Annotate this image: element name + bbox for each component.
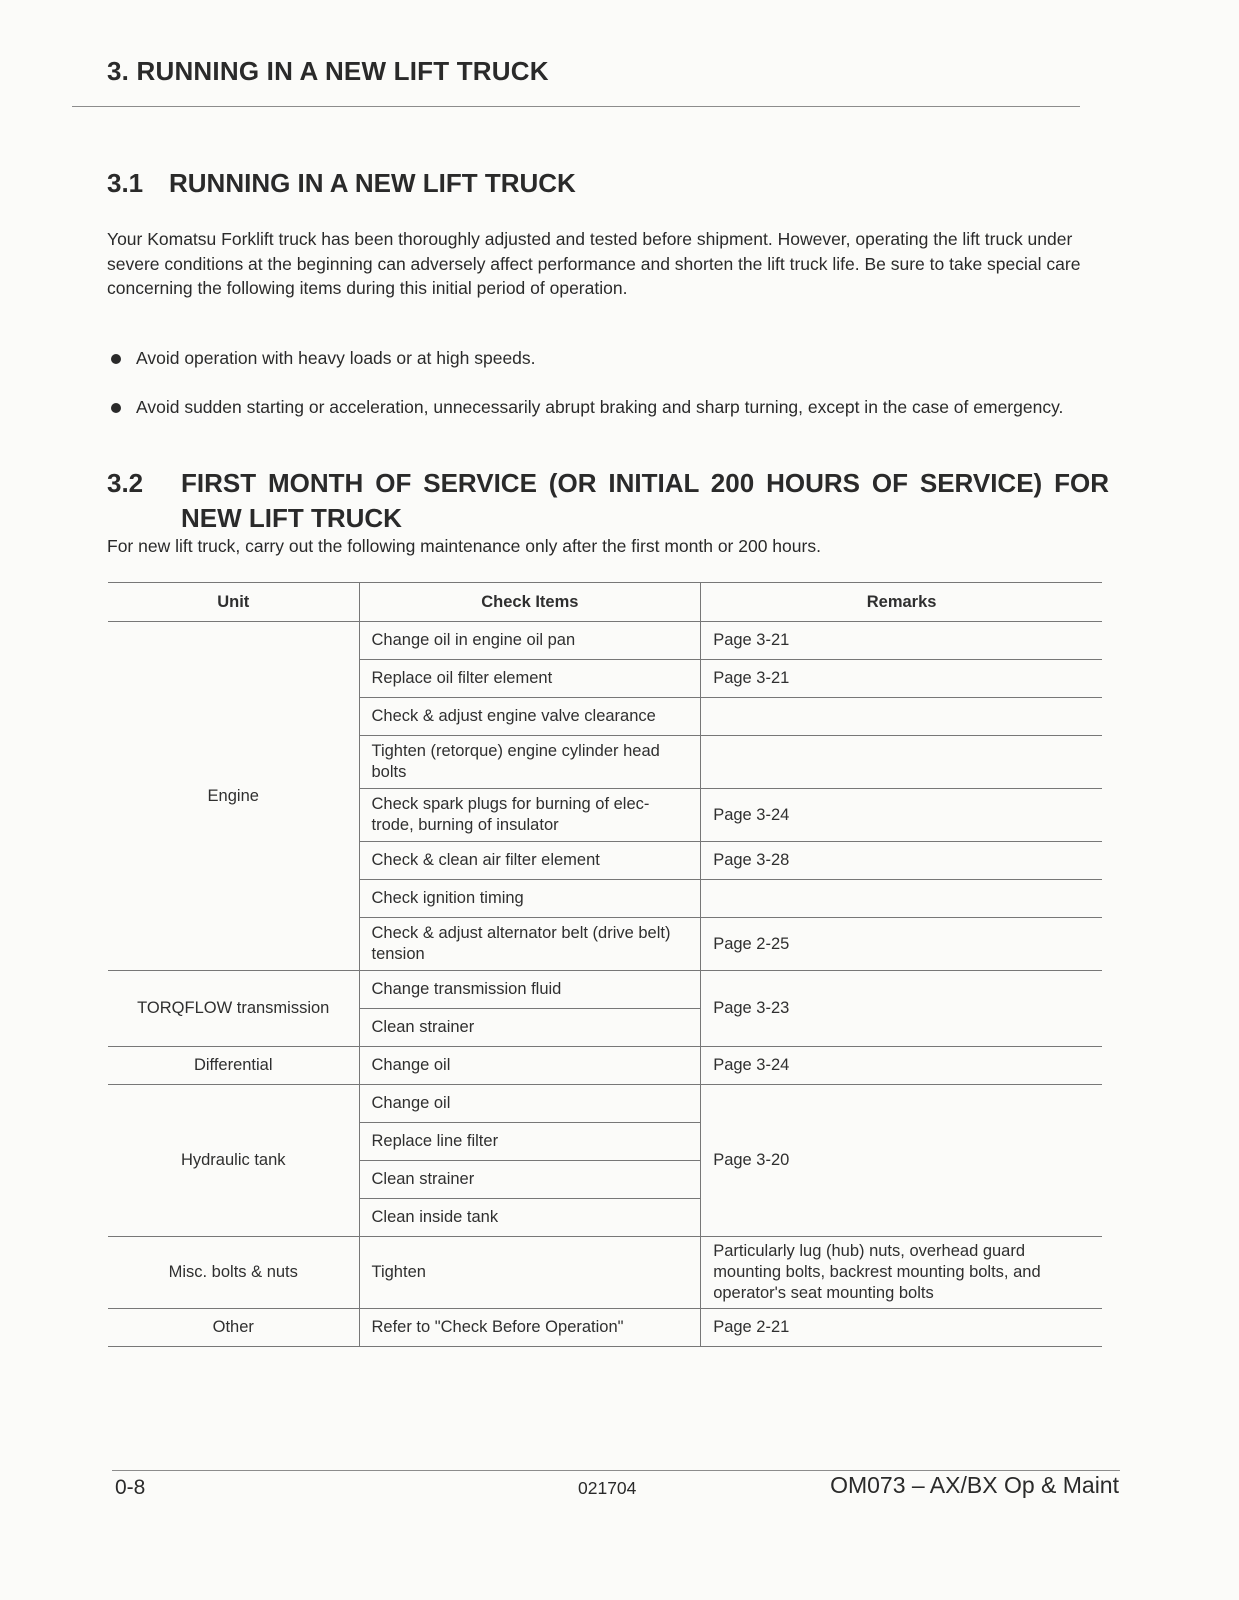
unit-cell: Differential xyxy=(108,1047,359,1085)
remark-cell: Page 3-21 xyxy=(701,622,1102,660)
table-row xyxy=(108,971,1102,1009)
check-item-cell: Replace line filter xyxy=(359,1123,701,1161)
column-header-unit: Unit xyxy=(108,583,359,622)
header-divider xyxy=(72,106,1080,107)
remark-cell: Page 3-20 xyxy=(701,1085,1102,1237)
footer-divider xyxy=(112,1470,1120,1471)
list-item xyxy=(107,346,1117,371)
section-3-2-heading xyxy=(107,466,1109,536)
check-item-cell: Clean strainer xyxy=(359,1009,701,1047)
check-item-cell: Check ignition timing xyxy=(359,880,701,918)
unit-cell: Other xyxy=(108,1309,359,1347)
table-row xyxy=(108,622,1102,660)
remark-cell: Page 3-24 xyxy=(701,1047,1102,1085)
check-item-cell: Check & clean air filter element xyxy=(359,842,701,880)
check-item-cell: Check & adjust alternator belt (drive belt) tension xyxy=(359,918,701,971)
intro-paragraph: Your Komatsu Forklift truck has been thoroughly adjusted and tested before shipment. However, operating the lift truck under severe conditions at the beginning can adversely affect performance and shorten the lift truck life. Be sure to take special care concerning the following items during this initial period of operation. xyxy=(107,229,1081,298)
section-number: 3.1 xyxy=(107,168,144,198)
check-item-cell: Refer to "Check Before Operation" xyxy=(359,1309,701,1347)
check-item-cell: Tighten xyxy=(359,1237,701,1309)
section-3-1-heading xyxy=(107,168,576,199)
remark-cell: Page 2-25 xyxy=(701,918,1102,971)
check-item-cell: Replace oil filter element xyxy=(359,660,701,698)
list-item-text: Avoid sudden starting or acceleration, unnecessarily abrupt braking and sharp turning, except in the case of emergency. xyxy=(136,396,1064,417)
check-item-cell: Check spark plugs for burning of elec- trode, burning of insulator xyxy=(359,789,701,842)
table-header-row xyxy=(108,583,1102,622)
unit-cell: Hydraulic tank xyxy=(108,1085,359,1237)
table-row xyxy=(108,1085,1102,1123)
table-row xyxy=(108,1237,1102,1309)
section-number: 3.2 xyxy=(107,468,144,498)
remark-cell: Page 2-21 xyxy=(701,1309,1102,1347)
remark-cell: Page 3-28 xyxy=(701,842,1102,880)
remark-cell xyxy=(701,736,1102,789)
bullet-icon xyxy=(111,403,121,413)
section-title: FIRST MONTH OF SERVICE (OR INITIAL 200 HOURS OF SERVICE) FOR NEW LIFT TRUCK xyxy=(181,468,1109,533)
section-title: RUNNING IN A NEW LIFT TRUCK xyxy=(169,168,576,198)
check-item-cell: Tighten (retorque) engine cylinder head bolts xyxy=(359,736,701,789)
remark-cell xyxy=(701,880,1102,918)
check-item-cell: Change oil xyxy=(359,1047,701,1085)
maintenance-table xyxy=(108,582,1102,1347)
revision-code: 021704 xyxy=(578,1478,637,1498)
page-number: 0-8 xyxy=(115,1476,146,1499)
remark-cell: Page 3-23 xyxy=(701,971,1102,1047)
caution-list xyxy=(107,346,1117,443)
chapter-title: 3. RUNNING IN A NEW LIFT TRUCK xyxy=(107,56,549,86)
table-row xyxy=(108,1309,1102,1347)
check-item-cell: Change transmission fluid xyxy=(359,971,701,1009)
table-row xyxy=(108,1047,1102,1085)
remark-cell: Page 3-21 xyxy=(701,660,1102,698)
remark-cell: Particularly lug (hub) nuts, overhead guard mounting bolts, backrest mounting bolts, and operator's seat mounting bolts xyxy=(701,1237,1102,1309)
check-item-cell: Clean inside tank xyxy=(359,1199,701,1237)
unit-cell: Engine xyxy=(108,622,359,971)
check-item-cell: Check & adjust engine valve clearance xyxy=(359,698,701,736)
list-item-text: Avoid operation with heavy loads or at high speeds. xyxy=(136,348,536,368)
unit-cell: TORQFLOW transmission xyxy=(108,971,359,1047)
check-item-cell: Clean strainer xyxy=(359,1161,701,1199)
column-header-check-items: Check Items xyxy=(359,583,701,622)
column-header-remarks: Remarks xyxy=(701,583,1102,622)
remark-cell xyxy=(701,698,1102,736)
list-item xyxy=(107,395,1117,420)
unit-cell: Misc. bolts & nuts xyxy=(108,1237,359,1309)
section-lead-text: For new lift truck, carry out the following maintenance only after the first month or 200 hours. xyxy=(107,536,821,556)
check-item-cell: Change oil xyxy=(359,1085,701,1123)
remark-cell: Page 3-24 xyxy=(701,789,1102,842)
bullet-icon xyxy=(111,354,121,364)
check-item-cell: Change oil in engine oil pan xyxy=(359,622,701,660)
document-title: OM073 – AX/BX Op & Maint xyxy=(830,1472,1119,1498)
